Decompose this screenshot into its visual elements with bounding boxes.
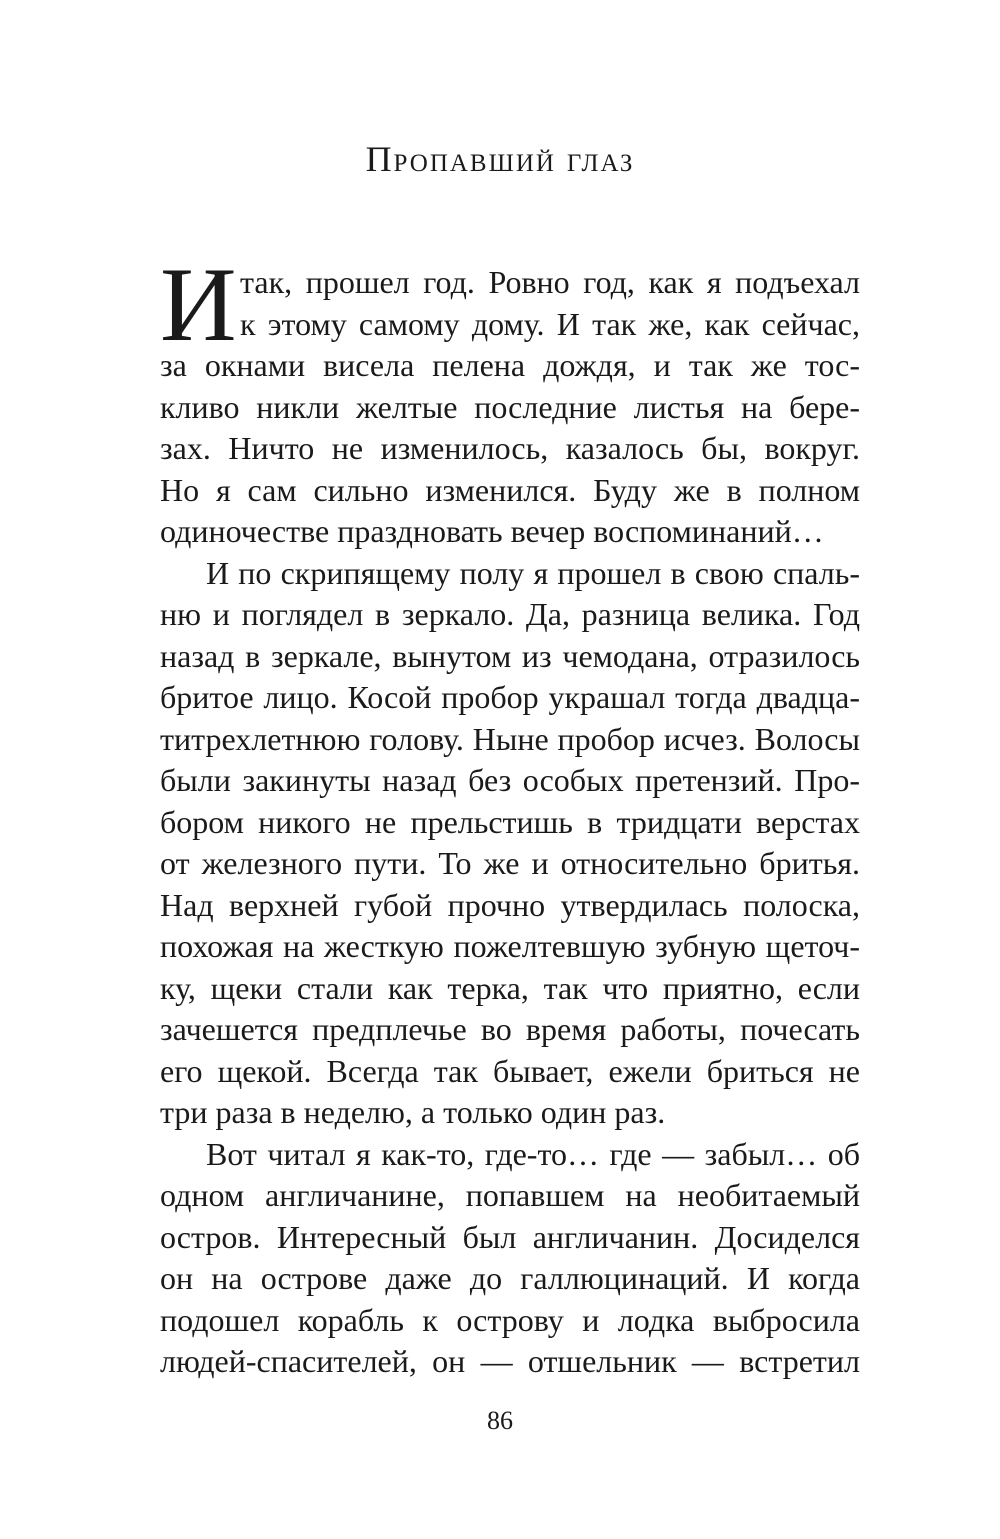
text-line: назад в зеркале, вынутом из чемодана, отразилось (160, 637, 860, 674)
text-line: титрехлетнюю голову. Ныне пробор исчез. Волосы (160, 720, 860, 757)
text-line: его щекой. Всегда так бывает, ежели бриться не (160, 1052, 860, 1089)
text-line: от железного пути. То же и относительно бритья. (160, 845, 860, 881)
text-line: он на острове даже до галлюцинаций. И когда (160, 1260, 860, 1296)
text-line: кливо никли желтые последние листья на бере- (160, 388, 860, 425)
page-number: 86 (487, 1406, 513, 1435)
text-line: были закинуты назад без особых претензий. Про- (160, 762, 860, 798)
text-line: к этому самому дому. И так же, как сейчас, (240, 305, 860, 342)
text-line: одном англичанине, попавшем на необитаемый (160, 1177, 860, 1213)
text-line: Но я сам сильно изменился. Буду же в полном (160, 471, 860, 508)
text-line: бором никого не прельстишь в тридцати верстах (160, 803, 860, 840)
paragraph-2 (160, 553, 860, 1134)
text-line: похожая на жесткую пожелтевшую зубную щеточ- (160, 928, 860, 964)
text-line: одиночестве праздновать вечер воспоминаний… (160, 513, 824, 549)
text-line: Над верхней губой прочно утвердилась полоска, (160, 886, 860, 923)
body-text (160, 246, 860, 1383)
paragraph-3 (160, 1134, 860, 1383)
text-line: Вот читал я как-то, где-то… где — забыл… об (206, 1135, 860, 1172)
text-line: И по скрипящему полу я прошел в свою спаль- (206, 554, 860, 591)
text-line: подошел корабль к острову и лодка выбросила (160, 1301, 860, 1338)
text-line: остров. Интересный был англичанин. Досиделся (160, 1218, 860, 1255)
text-line: бритое лицо. Косой пробор украшал тогда двадца- (160, 679, 860, 715)
text-line: ку, щеки стали как терка, так что приятно, если (160, 969, 860, 1006)
text-line: три раза в неделю, а только один раз. (160, 1094, 666, 1130)
drop-cap: И (160, 246, 237, 363)
text-line: за окнами висела пелена дождя, и так же тос- (160, 347, 860, 383)
text-line: ню и поглядел в зеркало. Да, разница велика. Год (160, 596, 860, 632)
text-line: зах. Ничто не изменилось, казалось бы, вокруг. (160, 430, 860, 466)
text-line: так, прошел год. Ровно год, как я подъехал (240, 264, 860, 300)
text-line: людей-спасителей, он — отшельник — встретил (160, 1343, 860, 1379)
paragraph-1 (160, 246, 860, 553)
text-line: зачешется предплечье во время работы, почесать (160, 1011, 860, 1047)
chapter-title: Пропавший глаз (365, 139, 635, 179)
